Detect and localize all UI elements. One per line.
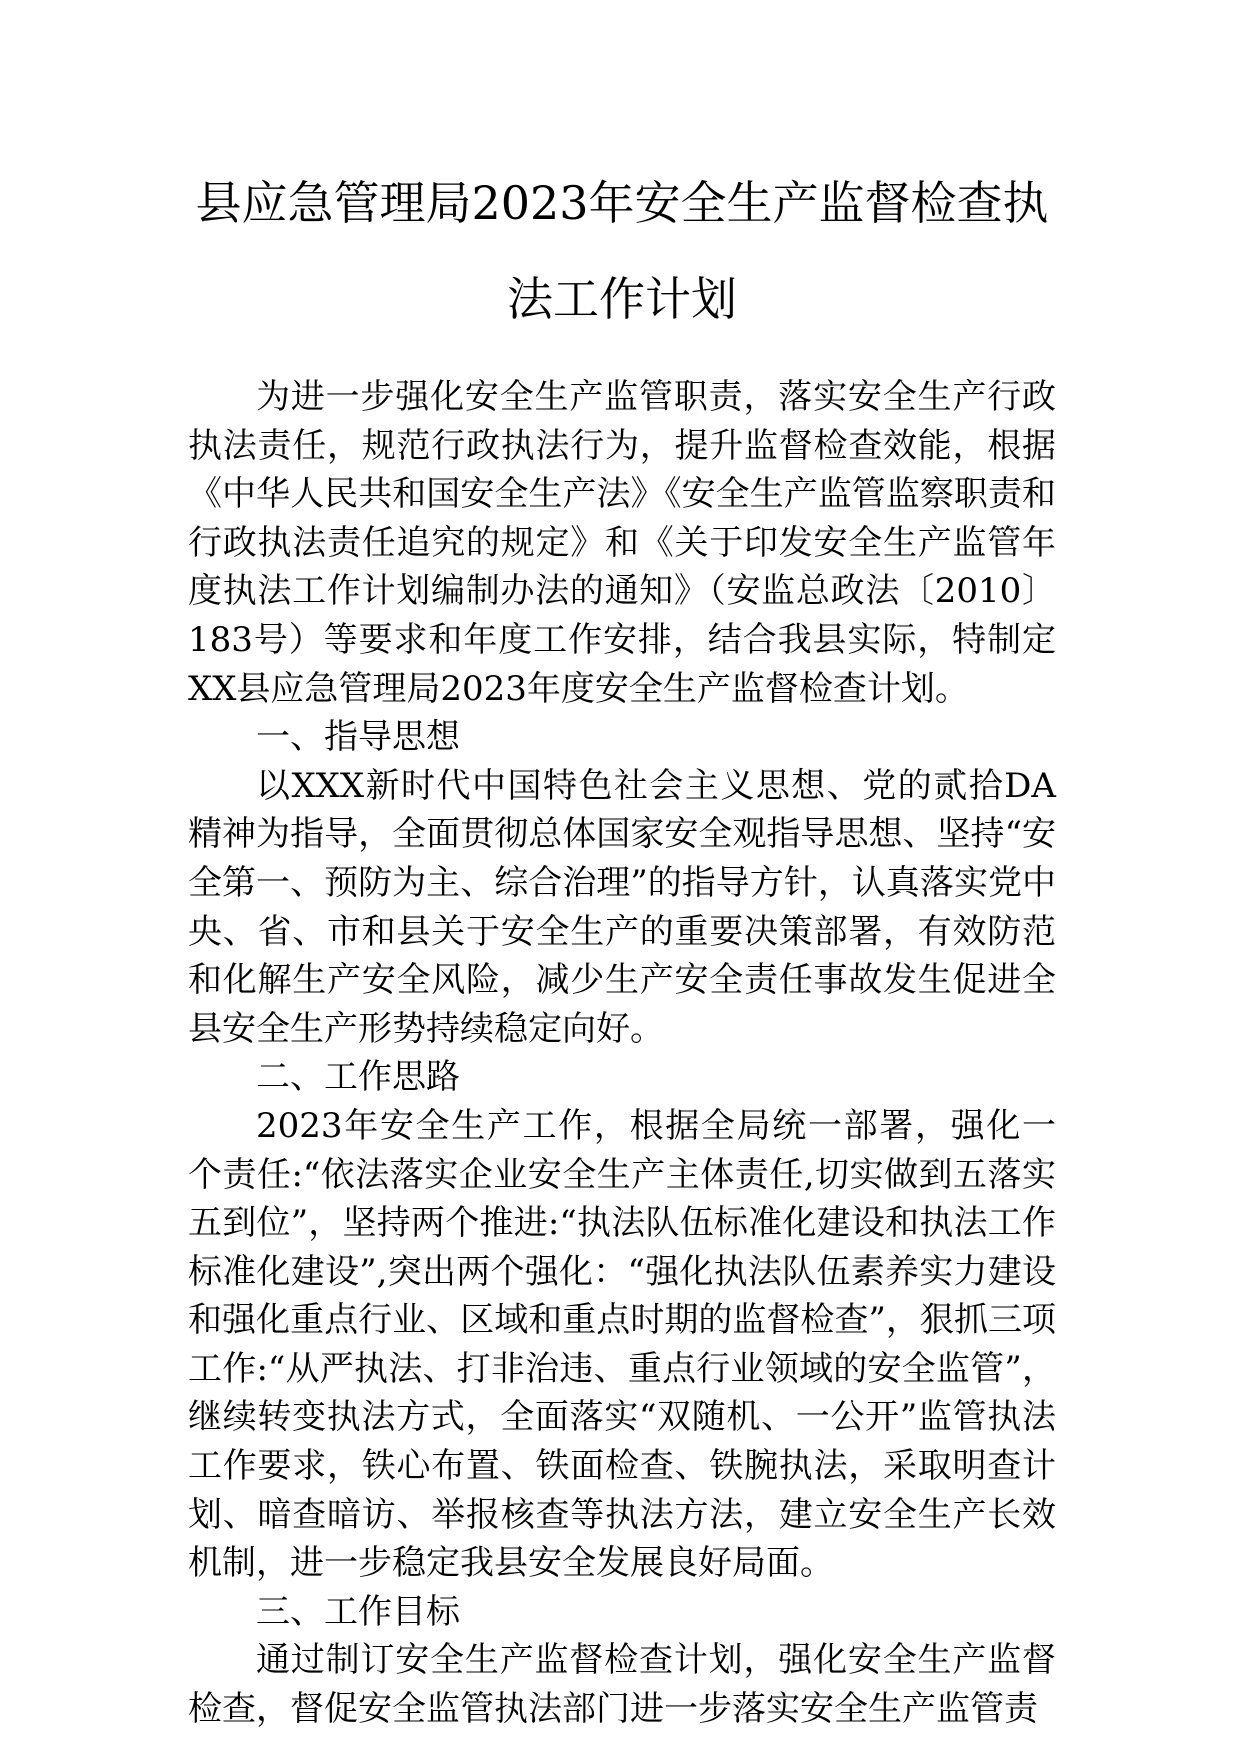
work-approach-paragraph: 2023年安全生产工作，根据全局统一部署，强化一个责任:“依法落实企业安全生产主体责任,切实做到五落实五到位”，坚持两个推进:“执法队伍标准化建设和执法工作标准化建设”,突出两个强化：“强化执法队伍素养实力建设和强化重点行业、区域和重点时期的监督检查”，狠抓三项工作:“从严执法、打非治违、重点行业领域的安全监管”，继续转变执法方式，全面落实“双随机、一公开”监管执法工作要求，铁心布置、铁面检查、铁腕执法，采取明查计划、暗查暗访、举报核查等执法方法，建立安全生产长效机制，进一步稳定我县安全发展良好局面。 <box>188 1105 1056 1584</box>
document-body <box>188 373 1056 1734</box>
document-page <box>188 155 1056 1734</box>
document-title <box>188 155 1056 347</box>
intro-paragraph: 为进一步强化安全生产监管职责，落实安全生产行政执法责任，规范行政执法行为，提升监督检查效能，根据《中华人民共和国安全生产法》《安全生产监管监察职责和行政执法责任追究的规定》和《关于印发安全生产监管年度执法工作计划编制办法的通知》（安监总政法〔2010〕183号）等要求和年度工作安排，结合我县实际，特制定XX县应急管理局2023年度安全生产监督检查计划。 <box>188 377 1056 709</box>
work-goals-paragraph: 通过制订安全生产监督检查计划，强化安全生产监督检查，督促安全监管执法部门进一步落实安全生产监管责 <box>188 1640 1056 1730</box>
guiding-ideology-paragraph: 以XXX新时代中国特色社会主义思想、党的贰拾DA精神为指导，全面贯彻总体国家安全观指导思想、坚持“安全第一、预防为主、综合治理”的指导方针，认真落实党中央、省、市和县关于安全生产的重要决策部署，有效防范和化解生产安全风险，减少生产安全责任事故发生促进全县安全生产形势持续稳定向好。 <box>188 765 1056 1049</box>
title-line-2: 法工作计划 <box>507 272 737 326</box>
section-heading-guiding-ideology: 一、指导思想 <box>256 717 460 758</box>
title-line-1: 县应急管理局2023年安全生产监督检查执 <box>195 176 1049 230</box>
section-heading-work-approach: 二、工作思路 <box>256 1057 460 1098</box>
section-heading-work-goals: 三、工作目标 <box>256 1591 460 1632</box>
